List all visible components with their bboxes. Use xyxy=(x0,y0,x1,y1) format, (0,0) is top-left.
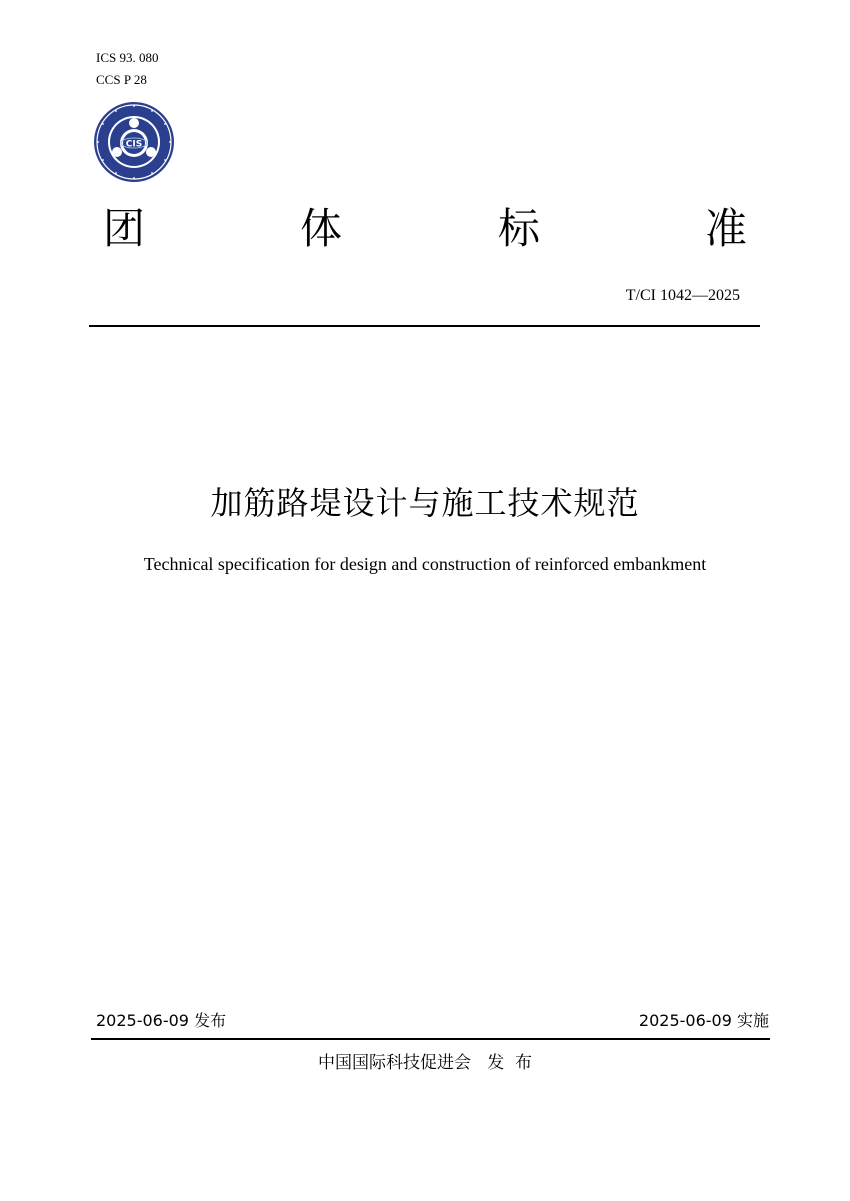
ccs-code: CCS P 28 xyxy=(96,72,147,87)
standard-kind-char-4: 准 xyxy=(705,204,748,253)
standard-kind-char-3: 标 xyxy=(498,204,541,253)
publisher: 中国国际科技促进会 发 布 xyxy=(317,1053,533,1073)
standard-kind-char-1: 团 xyxy=(103,204,146,253)
issue-date: 2025-06-09 发布 xyxy=(96,1011,227,1030)
cis-emblem-icon xyxy=(93,101,175,183)
implementation-date: 2025-06-09 实施 xyxy=(638,1011,769,1030)
document-title-english: Technical specification for design and construction of reinforced embankment xyxy=(143,554,707,574)
logo-text: CIS xyxy=(125,139,143,150)
standard-kind-char-2: 体 xyxy=(300,204,343,253)
standard-number: T/CI 1042—2025 xyxy=(625,287,740,304)
ics-code: ICS 93. 080 xyxy=(96,50,159,65)
document-title-chinese: 加筋路堤设计与施工技术规范 xyxy=(210,484,640,522)
footer-divider xyxy=(91,1038,770,1040)
header-divider xyxy=(89,325,760,327)
